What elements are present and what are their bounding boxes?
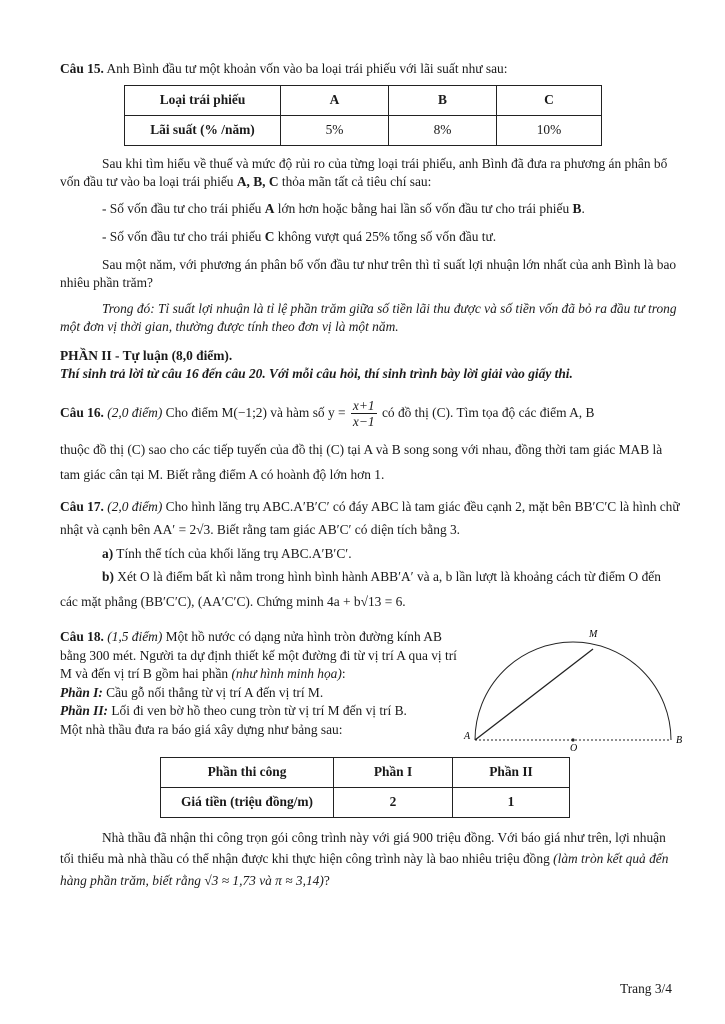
q15-b2-pre: - Số vốn đầu tư cho trái phiếu	[102, 229, 262, 244]
q17-block	[60, 495, 680, 615]
q18-part2-text: Lối đi ven bờ hồ theo cung tròn từ vị trí M đến vị trí B.	[111, 703, 407, 718]
q16-denominator: x−1	[352, 414, 375, 430]
table-cell: Lãi suất (% /năm)	[125, 116, 281, 146]
q18-text-3-end: ?	[323, 872, 330, 888]
q15-p1-bold: A, B, C	[236, 174, 279, 190]
table-cell: 5%	[281, 116, 389, 146]
q18-part2-label: Phần II:	[60, 703, 108, 718]
q15-b1-mid: lớn hơn hoặc bằng hai lần số vốn đầu tư cho trái phiếu	[277, 201, 570, 216]
q17-points: (2,0 điểm)	[107, 499, 163, 514]
q16-block	[60, 398, 680, 487]
table-cell: 1	[453, 788, 570, 818]
q18-price-table	[160, 757, 570, 818]
q15-bullet-2	[60, 228, 680, 246]
q15-b1-end: .	[581, 201, 585, 216]
q16-text-3: thuộc đồ thị (C) sao cho các tiếp tuyến của đồ thị (C) tại A và B song song với nhau, đồng thời tam giác MAB là tam giác cân tại M. Biết rằng điểm A có hoành độ lớn hơn 1.	[60, 441, 663, 482]
table-row	[161, 788, 570, 818]
q18-text-3-italic: (làm tròn kết quả đến hàng phần trăm, biết rằng √3 ≈ 1,73 và π ≈ 3,14)	[60, 851, 669, 888]
point-A-label: A	[464, 731, 471, 742]
q17-text-1: Cho hình lăng trụ ABC.A′B′C′ có đáy ABC là tam giác đều cạnh 2, mặt bên BB′C′C là hình chữ nhật và cạnh bên AA′ = 2√3. Biết rằng tam giác AB′C′ có diện tích bằng 3.	[60, 499, 680, 538]
q15-b2-bold: C	[264, 229, 275, 244]
q18-text-3: Nhà thầu đã nhận thi công trọn gói công trình này với giá 900 triệu đồng. Với báo giá như trên, lợi nhuận tối thiểu mà nhà thầu có thể nhận được khi thực hiện công trình này là bao nhiêu triệu đồng	[60, 830, 666, 867]
point-M-label: M	[589, 629, 598, 640]
q16-label: Câu 16.	[60, 404, 104, 420]
q16-text-2: có đồ thị (C). Tìm tọa độ các điểm A, B	[381, 404, 595, 420]
q15-bullet-1	[60, 200, 680, 218]
point-O-label: O	[570, 743, 578, 752]
q16-points: (2,0 điểm)	[107, 404, 163, 420]
semicircle-lake-diagram	[458, 622, 688, 752]
table-cell: Phần I	[334, 758, 453, 788]
q15-b1-bold2: B	[572, 201, 582, 216]
table-cell: Loại trái phiếu	[125, 86, 281, 116]
q17-b-label: b)	[102, 569, 114, 585]
table-cell: 8%	[389, 116, 497, 146]
table-cell: 10%	[497, 116, 602, 146]
table-cell: B	[389, 86, 497, 116]
q15-p1-end: thỏa mãn tất cả tiêu chí sau:	[281, 174, 432, 190]
part2-instruction: Thí sinh trả lời từ câu 16 đến câu 20. Với mỗi câu hỏi, thí sinh trình bày lời giải vào giấy thi.	[60, 366, 573, 382]
q18-text-1-italic: (như hình minh họa)	[231, 666, 342, 681]
q15-paragraph-1	[60, 155, 680, 191]
q18-text-1: Một hồ nước có dạng nửa hình tròn đường kính AB bằng 300 mét. Người ta dự định thiết kế một đường đi từ vị trí A qua vị trí M và đến vị trí B gồm hai phần	[60, 629, 457, 681]
q18-text-2: Một nhà thầu đưa ra báo giá xây dựng như bảng sau:	[60, 721, 343, 737]
q18-block	[60, 628, 460, 739]
table-row	[125, 116, 602, 146]
q15-label: Câu 15.	[60, 61, 104, 76]
part2-title: PHẦN II - Tự luận (8,0 điểm).	[60, 348, 233, 363]
table-row	[161, 758, 570, 788]
q15-note	[60, 300, 680, 336]
point-B-label: B	[676, 735, 683, 746]
q15-paragraph-2	[60, 256, 680, 292]
q16-text-1: Cho điểm M(−1;2) và hàm số y =	[165, 404, 346, 420]
table-cell: A	[281, 86, 389, 116]
page-number: Trang 3/4	[620, 981, 672, 996]
q17-b-text: Xét O là điểm bất kì nằm trong hình bình hành ABB′A′ và a, b lần lượt là khoảng cách từ điểm O đến các mặt phẳng (BB′C′C), (AA′C′C). Chứng minh 4a + b√13 = 6.	[60, 569, 661, 610]
q17-label: Câu 17.	[60, 499, 104, 514]
q18-label: Câu 18.	[60, 629, 104, 644]
q15-b2-end: không vượt quá 25% tổng số vốn đầu tư.	[277, 229, 497, 244]
q18-points: (1,5 điểm)	[107, 629, 163, 644]
table-row	[125, 86, 602, 116]
center-point	[571, 738, 574, 741]
table-cell: C	[497, 86, 602, 116]
q15-b1-pre: - Số vốn đầu tư cho trái phiếu	[102, 201, 262, 216]
table-cell: Phần thi công	[161, 758, 334, 788]
semicircle-arc	[475, 642, 671, 740]
bridge-line-AM	[475, 649, 593, 740]
q18-text-1-end: :	[341, 666, 346, 681]
part2-heading	[60, 347, 680, 383]
table-cell: Giá tiền (triệu đồng/m)	[161, 788, 334, 818]
q17-a-text: Tính thể tích của khối lăng trụ ABC.A′B′C′.	[116, 545, 352, 561]
q15-intro-text: Anh Bình đầu tư một khoản vốn vào ba loại trái phiếu với lãi suất như sau:	[106, 61, 508, 76]
q18-part1-text: Cầu gỗ nối thẳng từ vị trí A đến vị trí M.	[106, 684, 324, 700]
q15-intro	[60, 60, 680, 78]
table-cell: Phần II	[453, 758, 570, 788]
q15-bond-table	[124, 85, 602, 146]
q15-b1-bold1: A	[264, 201, 275, 216]
q17-a-label: a)	[102, 545, 114, 561]
q16-fraction	[351, 398, 377, 430]
q15-p1-text: Sau khi tìm hiểu về thuế và mức độ rủi ro của từng loại trái phiếu, anh Bình đã đưa ra phương án phân bổ vốn đầu tư vào ba loại trái phiếu	[60, 156, 668, 190]
q18-part1-label: Phần I:	[60, 684, 103, 700]
q15-p2-text: Sau một năm, với phương án phân bổ vốn đầu tư như trên thì tỉ suất lợi nhuận lớn nhất của anh Bình là bao nhiêu phần trăm?	[60, 257, 677, 291]
q16-numerator: x+1	[352, 398, 375, 413]
q18-closing	[60, 827, 680, 891]
table-cell: 2	[334, 788, 453, 818]
q15-note-text: Trong đó: Tỉ suất lợi nhuận là tỉ lệ phần trăm giữa số tiền lãi thu được và số tiền vốn đã bỏ ra đầu tư trong một đơn vị thời gian, thường được tính theo đơn vị là một năm.	[60, 301, 677, 335]
